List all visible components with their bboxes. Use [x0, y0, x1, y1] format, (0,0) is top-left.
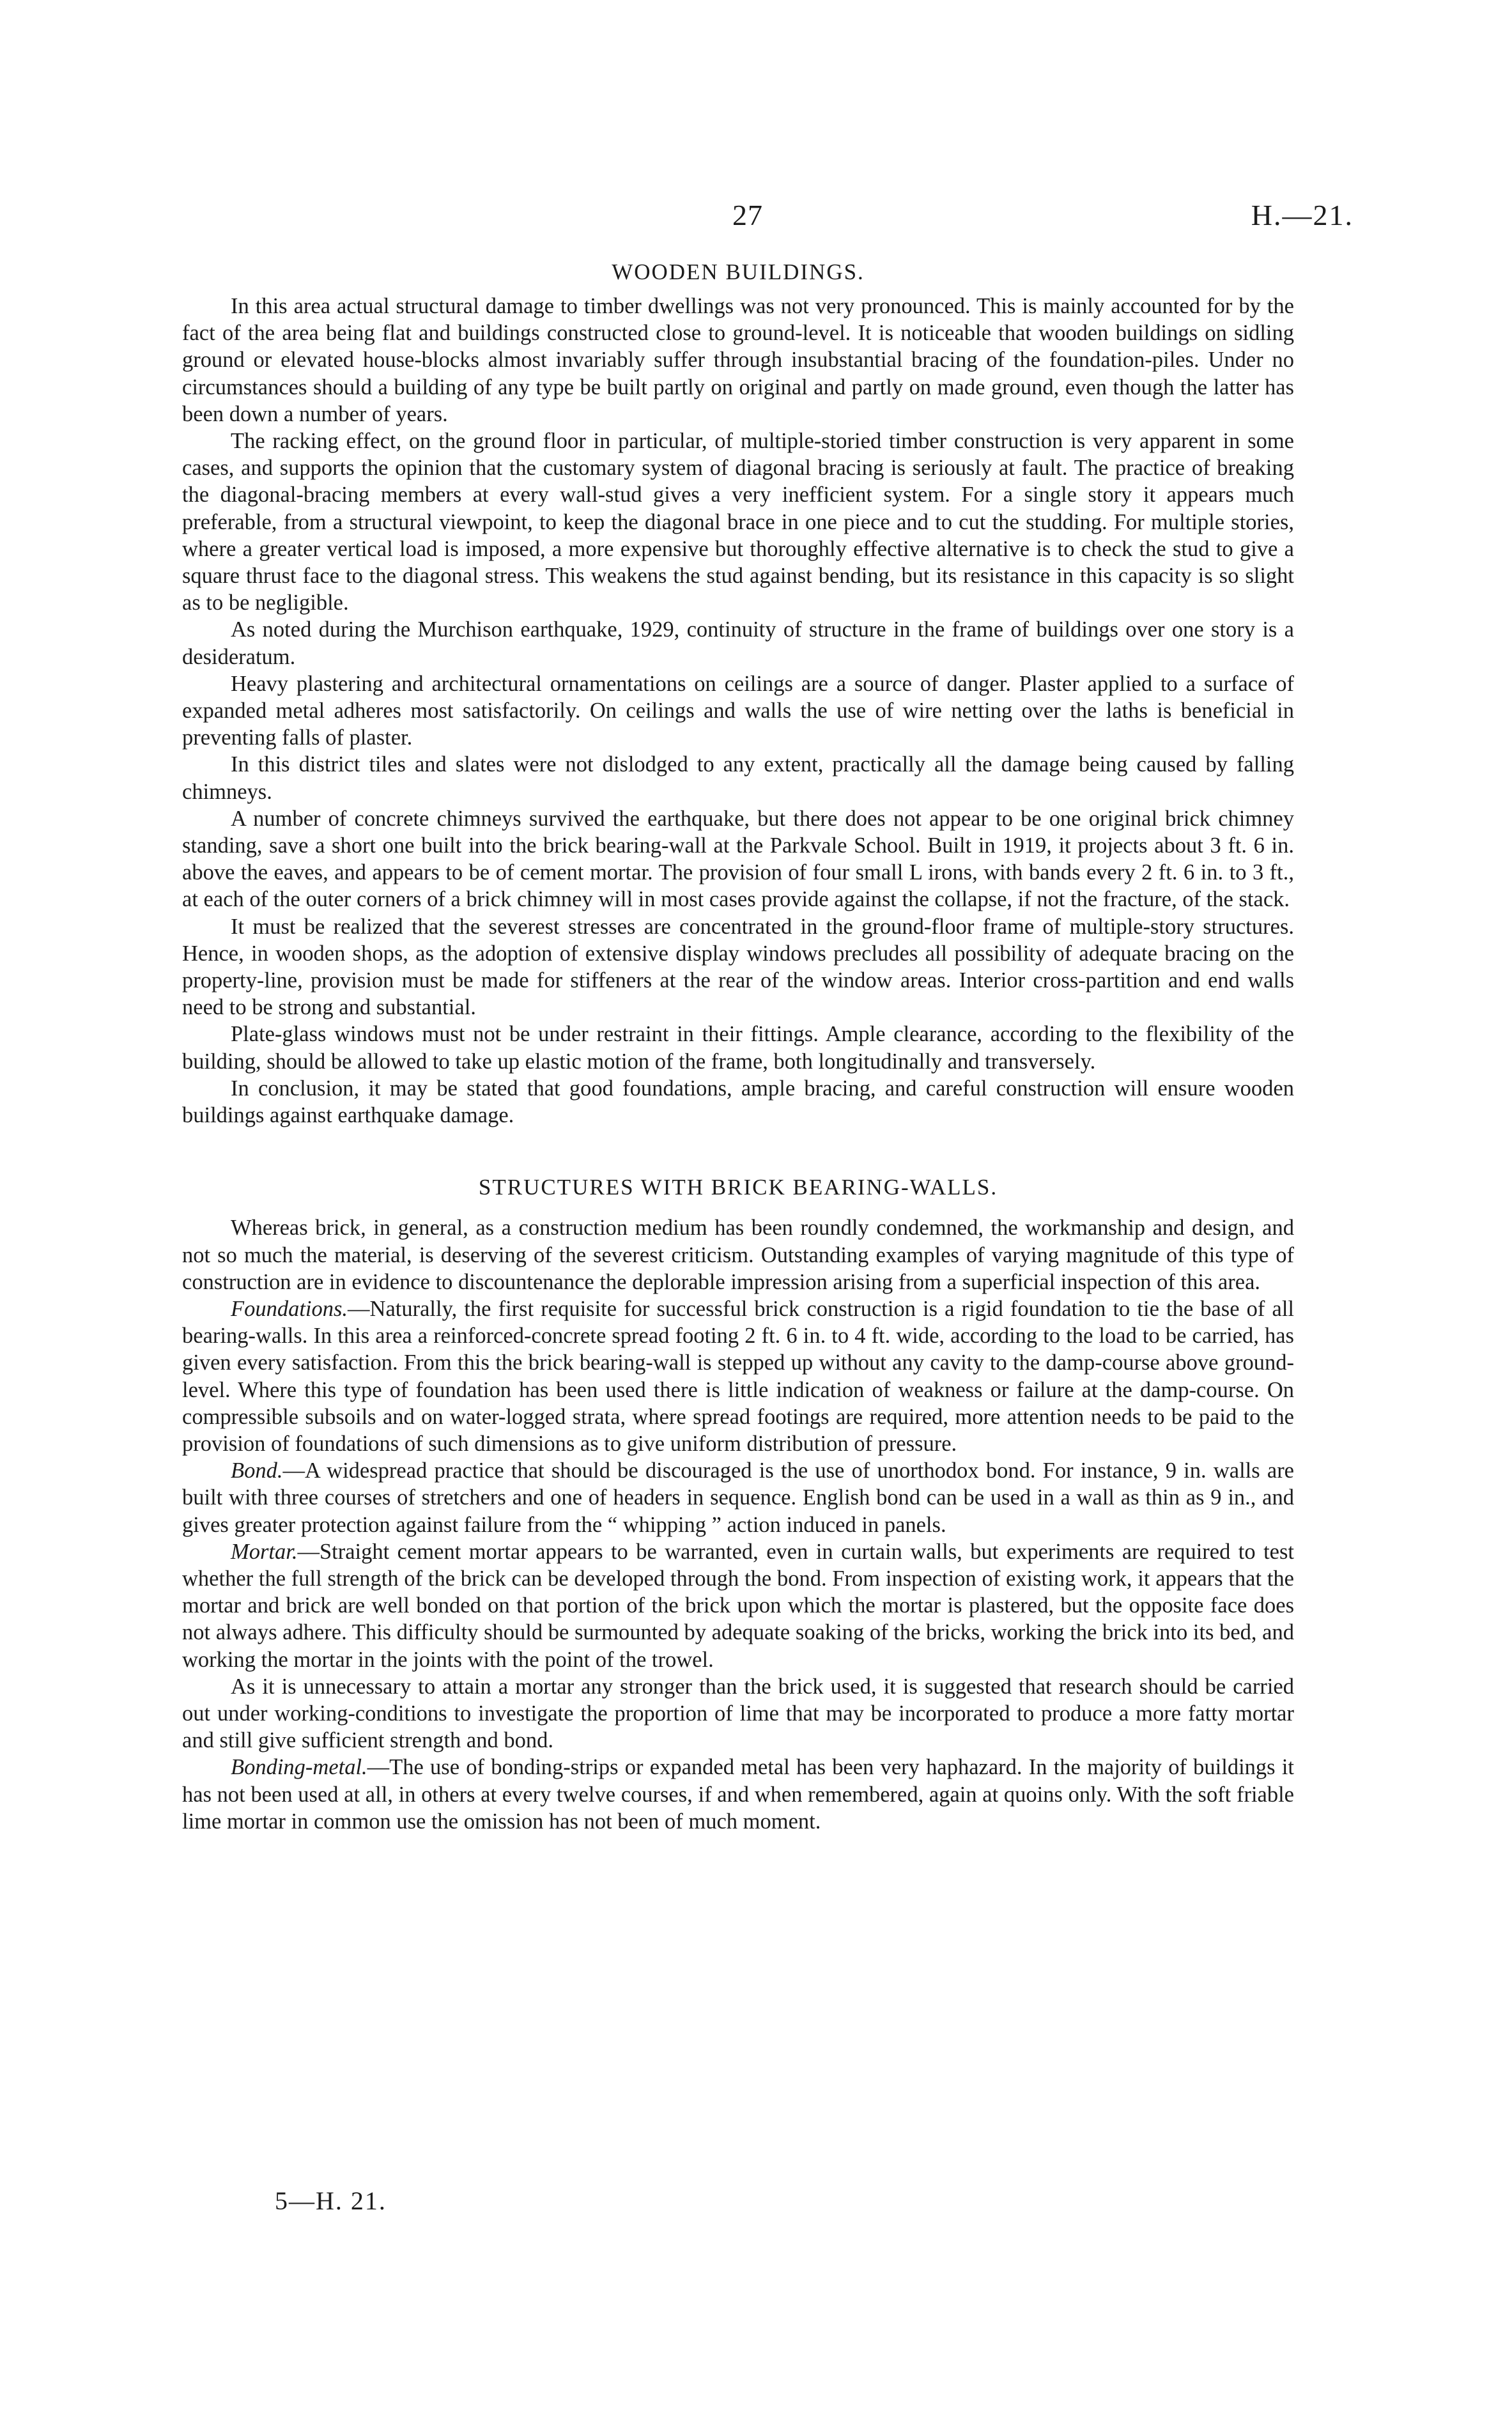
paragraph-mortar [182, 1538, 1294, 1673]
paragraph-text: —Straight cement mortar appears to be warranted, even in curtain walls, but experiments are required to test whether the full strength of the brick can be developed through the bond. From inspection of existing work, it appears that the mortar and brick are well bonded on that portion of the brick upon which the mortar is plastered, but the opposite face does not always adhere. This difficulty should be surmounted by adequate soaking of the bricks, working the brick into its bed, and working the mortar in the joints with the point of the trowel. [182, 1539, 1294, 1672]
paragraph: Plate-glass windows must not be under restraint in their fittings. Ample clearance, according to the flexibility of the building, should be allowed to take up elastic motion of the frame, both longitudinally and transversely. [182, 1022, 1294, 1074]
paragraph: As noted during the Murchison earthquake, 1929, continuity of structure in the frame of buildings over one story is a desideratum. [182, 617, 1294, 669]
section-title-brick-bearing-walls: STRUCTURES WITH BRICK BEARING-WALLS. [478, 1175, 998, 1200]
sheet-signature: 5—H. 21. [275, 2186, 387, 2215]
paragraph: In this area actual structural damage to timber dwellings was not very pronounced. This is mainly accounted for by the fact of the area being flat and buildings constructed close to ground-level. It is noticeable that wooden buildings on sidling ground or elevated house-blocks almost invariably suffer through insubstantial bracing of the foundation-piles. Under no circumstances should a building of any type be built partly on original and partly on made ground, even though the latter has been down a number of years. [182, 294, 1294, 426]
paragraph-bond [182, 1457, 1294, 1538]
section-title-wooden-buildings: WOODEN BUILDINGS. [612, 259, 865, 284]
paragraph: Whereas brick, in general, as a construction medium has been roundly condemned, the workmanship and design, and not so much the material, is deserving of the severest criticism. Outstanding examples of varying magnitude of this type of construction are in evidence to discountenance the deplorable impression arising from a superficial inspection of this area. [182, 1216, 1294, 1294]
paragraph-text: —Naturally, the first requisite for successful brick construction is a rigid foundation to tie the base of all bearing-walls. In this area a reinforced-concrete spread footing 2 ft. 6 in. to 4 ft. wide, according to the load to be carried, has given every satisfaction. From this the brick bearing-wall is stepped up without any cavity to the damp-course above ground-level. Where this type of foundation has been used there is little indication of weakness or failure at the damp-course. On compressible subsoils and on water-logged strata, where spread footings are required, more attention needs to be paid to the provision of foundations of such dimensions as to give uniform distribution of pressure. [182, 1296, 1294, 1456]
paragraph-foundations [182, 1295, 1294, 1457]
paragraph: It must be realized that the severest stresses are concentrated in the ground-floor frame of multiple-story structures. Hence, in wooden shops, as the adoption of extensive display windows precludes all possibility of adequate bracing on the property-line, provision must be made for stiffeners at the rear of the window areas. Interior cross-partition and end walls need to be strong and substantial. [182, 914, 1294, 1020]
run-in-heading: Bonding-metal. [231, 1755, 367, 1780]
run-in-heading: Mortar. [231, 1539, 298, 1564]
paragraph: Heavy plastering and architectural ornamentations on ceilings are a source of danger. Plaster applied to a surface of expanded metal adheres most satisfactorily. On ceilings and walls the use of wire netting over the laths is beneficial in preventing falls of plaster. [182, 671, 1294, 750]
document-reference: H.—21. [1251, 199, 1354, 231]
page-number: 27 [732, 199, 763, 231]
paragraph-text: —The use of bonding-strips or expanded metal has been very haphazard. In the majority of buildings it has not been used at all, in others at every twelve courses, if and when remembered, again at quoins only. With the soft friable lime mortar in common use the omission has not been of much moment. [182, 1755, 1294, 1834]
paragraph-text: —A widespread practice that should be discouraged is the use of unorthodox bond. For instance, 9 in. walls are built with three courses of stretchers and one of headers in sequence. English bond can be used in a wall as thin as 9 in., and gives greater protection against failure from the “ whipping ” action induced in panels. [182, 1458, 1294, 1537]
paragraph-bonding-metal [182, 1754, 1294, 1835]
paragraph: The racking effect, on the ground floor in particular, of multiple-storied timber construction is very apparent in some cases, and supports the opinion that the customary system of diagonal bracing is seriously at fault. The practice of breaking the diagonal-bracing members at every wall-stud gives a very inefficient system. For a single story it appears much preferable, from a structural viewpoint, to keep the diagonal brace in one piece and to cut the studding. For multiple stories, where a greater vertical load is imposed, a more expensive but thoroughly effective alternative is to check the stud to give a square thrust face to the diagonal stress. This weakens the stud against bending, but its resistance in this capacity is so slight as to be negligible. [182, 429, 1294, 615]
paragraph: In conclusion, it may be stated that good foundations, ample bracing, and careful construction will ensure wooden buildings against earthquake damage. [182, 1076, 1294, 1128]
run-in-heading: Bond. [231, 1458, 283, 1483]
paragraph: As it is unnecessary to attain a mortar any stronger than the brick used, it is suggested that research should be carried out under working-conditions to investigate the proportion of lime that may be incorporated to produce a more fatty mortar and still give sufficient strength and bond. [182, 1674, 1294, 1753]
run-in-heading: Foundations. [231, 1296, 348, 1321]
paragraph: A number of concrete chimneys survived the earthquake, but there does not appear to be one original brick chimney standing, save a short one built into the brick bearing-wall at the Parkvale School. Built in 1919, it projects about 3 ft. 6 in. above the eaves, and appears to be of cement mortar. The provision of four small L irons, with bands every 2 ft. 6 in. to 3 ft., at each of the outer corners of a brick chimney will in most cases provide against the collapse, if not the fracture, of the stack. [182, 806, 1294, 912]
page-body [182, 259, 1294, 1835]
paragraph: In this district tiles and slates were not dislodged to any extent, practically all the damage being caused by falling chimneys. [182, 752, 1294, 804]
